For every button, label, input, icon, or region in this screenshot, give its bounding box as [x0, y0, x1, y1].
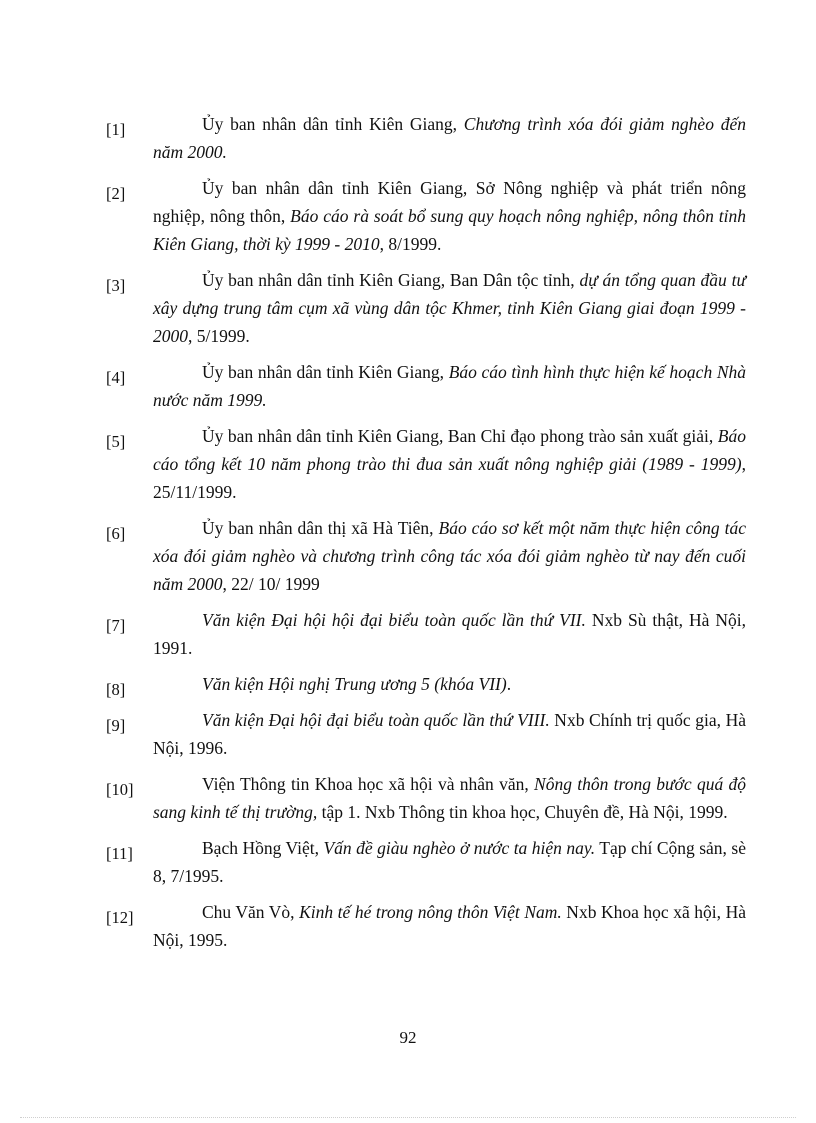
reference-author: Ủy ban nhân dân tỉnh Kiên Giang, Ban Chỉ đạo phong trào sản xuất giải,: [202, 426, 718, 446]
reference-author: Ủy ban nhân dân tỉnh Kiên Giang, Ban Dân tộc tỉnh,: [202, 270, 580, 290]
reference-text: [153, 606, 746, 662]
reference-text: [153, 706, 746, 762]
reference-list: [106, 110, 746, 962]
reference-number: [3]: [106, 276, 126, 295]
reference-details: Nxb Sù thật, Hà Nội, 1991.: [153, 610, 746, 658]
reference-item-9: [106, 706, 746, 762]
reference-number: [10]: [106, 780, 134, 799]
reference-item-8: [106, 670, 746, 698]
reference-number: [9]: [106, 716, 126, 735]
reference-item-12: [106, 898, 746, 954]
reference-number: [2]: [106, 184, 126, 203]
reference-text: [153, 834, 746, 890]
reference-author: Ủy ban nhân dân thị xã Hà Tiên,: [202, 518, 439, 538]
reference-text: [153, 422, 746, 506]
reference-details: Nxb Khoa học xã hội, Hà Nội, 1995.: [153, 902, 746, 950]
reference-number: [1]: [106, 120, 126, 139]
reference-details: .: [506, 674, 512, 694]
reference-text: [153, 174, 746, 258]
reference-text: [153, 514, 746, 598]
reference-item-7: [106, 606, 746, 662]
reference-details: Nxb Chính trị quốc gia, Hà Nội, 1996.: [153, 710, 746, 758]
reference-author: Bạch Hồng Việt,: [202, 838, 324, 858]
reference-number: [11]: [106, 844, 133, 863]
reference-item-3: [106, 266, 746, 350]
reference-details: , 22/ 10/ 1999: [222, 574, 320, 594]
reference-title: Nông thôn trong bước quá độ sang kinh tế thị trường,: [153, 774, 747, 822]
reference-item-10: [106, 770, 746, 826]
reference-item-1: [106, 110, 746, 166]
reference-text: [153, 670, 746, 698]
reference-author: Ủy ban nhân dân tỉnh Kiên Giang,: [202, 362, 449, 382]
reference-text: [153, 898, 746, 954]
reference-details: Tạp chí Cộng sản, sè 8, 7/1995.: [153, 838, 746, 886]
reference-details: , 5/1999.: [188, 326, 250, 346]
page-number: 92: [399, 1028, 417, 1047]
reference-number: [5]: [106, 432, 126, 451]
reference-item-2: [106, 174, 746, 258]
reference-author: Viện Thông tin Khoa học xã hội và nhân văn,: [202, 774, 535, 794]
reference-item-6: [106, 514, 746, 598]
reference-text: [153, 770, 746, 826]
reference-item-11: [106, 834, 746, 890]
reference-title: Báo cáo tình hình thực hiện kế hoạch Nhà nước năm 1999.: [153, 362, 746, 410]
reference-title: Báo cáo rà soát bổ sung quy hoạch nông nghiệp, nông thôn tỉnh Kiên Giang, thời kỳ 1999 - 2010: [153, 206, 746, 254]
reference-author: Ủy ban nhân dân tỉnh Kiên Giang,: [202, 114, 464, 134]
reference-text: [153, 358, 746, 414]
reference-item-4: [106, 358, 746, 414]
reference-number: [4]: [106, 368, 126, 387]
reference-title: Vấn đề giàu nghèo ở nước ta hiện nay.: [323, 838, 596, 858]
reference-number: [8]: [106, 680, 126, 699]
reference-title: Văn kiện Hội nghị Trung ương 5 (khóa VII): [202, 674, 507, 694]
reference-title: Báo cáo tổng kết 10 năm phong trào thi đua sản xuất nông nghiệp giải (1989 - 1999): [153, 426, 746, 474]
reference-title: Kinh tế hé trong nông thôn Việt Nam.: [299, 902, 562, 922]
reference-number: [12]: [106, 908, 134, 927]
reference-title: Báo cáo sơ kết một năm thực hiện công tác xóa đói giảm nghèo và chương trình công tác xóa đói giảm nghèo từ nay đến cuối năm 2000: [153, 518, 747, 594]
reference-author: Ủy ban nhân dân tỉnh Kiên Giang, Sở Nông nghiệp và phát triển nông nghiệp, nông thôn,: [153, 178, 746, 226]
reference-title: Văn kiện Đại hội hội đại biểu toàn quốc lần thứ VII.: [202, 610, 586, 630]
reference-title: Chương trình xóa đói giảm nghèo đến năm 2000.: [153, 114, 746, 162]
reference-details: tập 1. Nxb Thông tin khoa học, Chuyên đề, Hà Nội, 1999.: [317, 802, 728, 822]
reference-details: , 25/11/1999.: [153, 454, 746, 502]
reference-title: dự án tổng quan đầu tư xây dựng trung tâm cụm xã vùng dân tộc Khmer, tỉnh Kiên Giang giai đoạn 1999 - 2000: [153, 270, 746, 346]
reference-item-5: [106, 422, 746, 506]
reference-author: Chu Văn Vò,: [202, 902, 300, 922]
page-bottom-divider: [20, 1117, 796, 1118]
reference-text: [153, 110, 746, 166]
reference-details: , 8/1999.: [379, 234, 442, 254]
reference-number: [7]: [106, 616, 126, 635]
reference-title: Văn kiện Đại hội đại biểu toàn quốc lần thứ VIII.: [202, 710, 550, 730]
reference-number: [6]: [106, 524, 126, 543]
reference-text: [153, 266, 746, 350]
